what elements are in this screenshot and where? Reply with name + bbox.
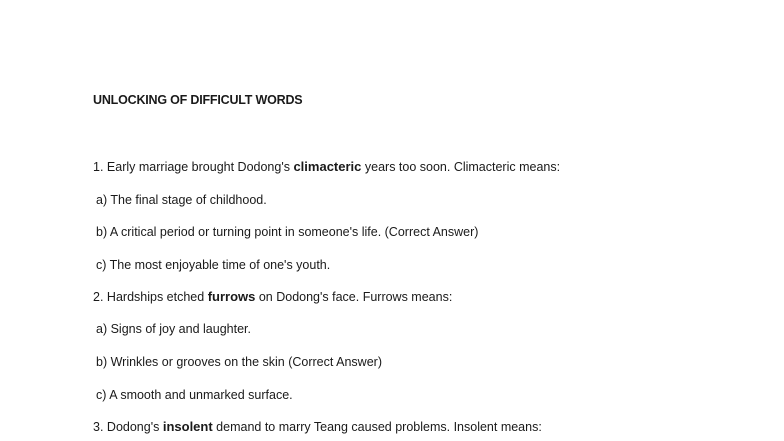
question-text-post: on Dodong's face. Furrows means: <box>258 290 453 304</box>
question-text-post: demand to marry Teang caused problems. Insolent means: <box>216 420 542 434</box>
question-text-pre: Hardships etched <box>106 290 205 304</box>
question-1-option-b: b) A critical period or turning point in someone's life. (Correct Answer) <box>96 225 479 239</box>
question-1 <box>93 159 560 175</box>
question-2-option-a: a) Signs of joy and laughter. <box>96 322 251 336</box>
question-number: 3. <box>93 420 104 434</box>
question-text-post: years too soon. Climacteric means: <box>364 160 561 174</box>
question-keyword: furrows <box>207 289 256 304</box>
question-keyword: insolent <box>162 419 213 434</box>
question-keyword: climacteric <box>293 159 362 174</box>
question-number: 2. <box>93 290 104 304</box>
question-2 <box>93 289 452 305</box>
question-text-pre: Dodong's <box>106 420 160 434</box>
question-1-option-a: a) The final stage of childhood. <box>96 193 267 207</box>
question-text-pre: Early marriage brought Dodong's <box>106 160 290 174</box>
question-number: 1. <box>93 160 104 174</box>
question-1-option-c: c) The most enjoyable time of one's youth. <box>96 258 331 272</box>
section-heading: UNLOCKING OF DIFFICULT WORDS <box>93 93 303 107</box>
question-3 <box>93 419 542 435</box>
question-2-option-c: c) A smooth and unmarked surface. <box>96 388 293 402</box>
question-2-option-b: b) Wrinkles or grooves on the skin (Correct Answer) <box>96 355 382 369</box>
